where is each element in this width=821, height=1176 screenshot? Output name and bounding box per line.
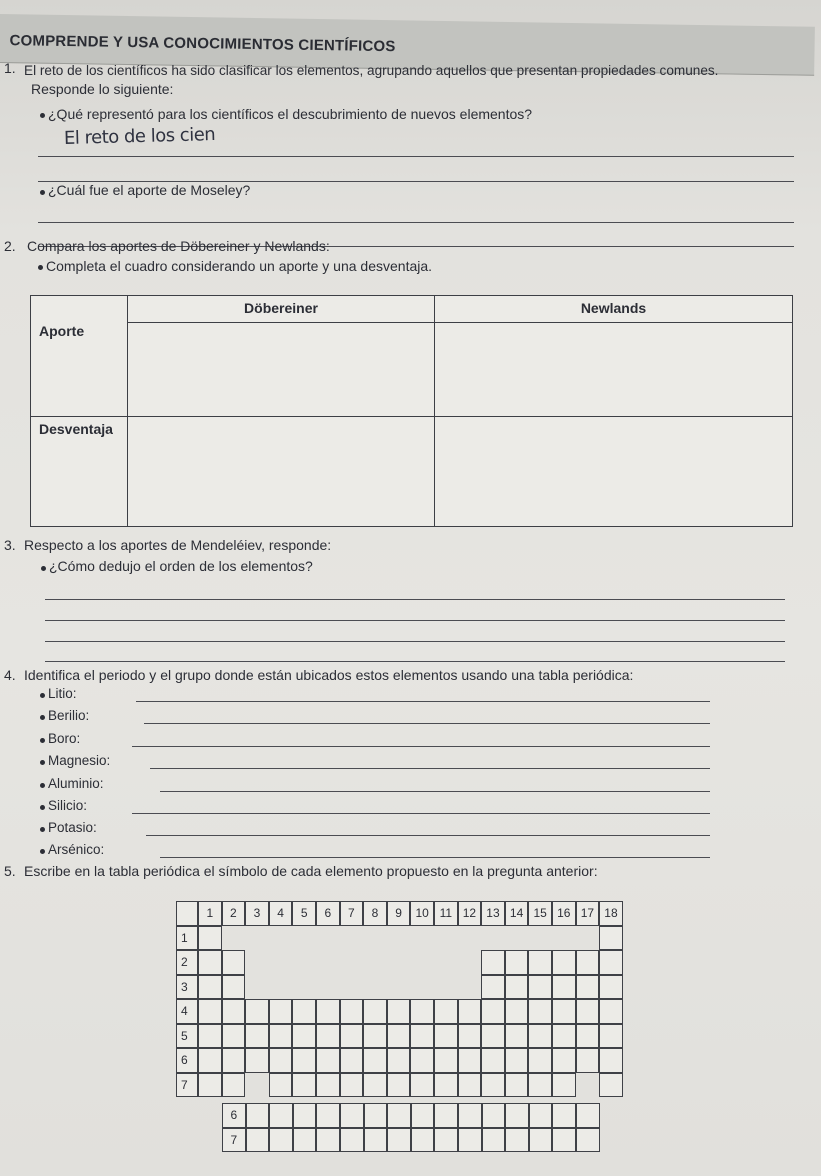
bullet-icon	[40, 113, 45, 118]
table-corner-cell	[31, 296, 128, 323]
row-header-desventaja: Desventaja	[31, 417, 128, 527]
q1-question-1: ¿Qué representó para los científicos el descubrimiento de nuevos elementos?	[48, 106, 533, 122]
q4-number: 4.	[4, 667, 16, 683]
bullet-icon	[40, 190, 45, 195]
element-cell[interactable]	[576, 975, 600, 1000]
element-cell[interactable]	[434, 1073, 458, 1098]
bullet-icon	[40, 827, 45, 832]
element-cell[interactable]	[528, 975, 552, 1000]
group-header: 10	[410, 901, 434, 926]
f-block-cell[interactable]	[411, 1128, 435, 1153]
element-cell[interactable]	[198, 999, 222, 1024]
q1-statement: El reto de los científicos ha sido clasificar los elementos, agrupando aquellos que presentan propiedades comunes.	[24, 63, 719, 78]
group-header: 1	[198, 901, 222, 926]
element-cell[interactable]	[387, 1024, 411, 1049]
f-block-cell[interactable]	[316, 1103, 340, 1128]
group-header: 2	[222, 901, 246, 926]
group-header: 6	[316, 901, 340, 926]
element-cell[interactable]	[292, 999, 316, 1024]
f-block-cell[interactable]	[387, 1128, 411, 1153]
f-block-period-label: 7	[222, 1128, 246, 1153]
element-cell[interactable]	[340, 1048, 364, 1073]
f-block-cell[interactable]	[529, 1128, 553, 1153]
answer-line[interactable]	[38, 156, 794, 157]
f-block-period-label: 6	[222, 1103, 246, 1128]
element-cell[interactable]	[222, 1048, 246, 1073]
element-cell[interactable]	[576, 1048, 600, 1073]
f-block-cell[interactable]	[293, 1128, 317, 1153]
element-cell[interactable]	[481, 1073, 505, 1098]
period-label: 5	[176, 1024, 198, 1049]
answer-line[interactable]	[45, 641, 785, 642]
element-label: Aluminio:	[48, 776, 104, 791]
element-label: Silicio:	[48, 798, 88, 813]
element-cell[interactable]	[599, 1048, 623, 1073]
f-block-cell[interactable]	[552, 1103, 576, 1128]
element-cell[interactable]	[505, 950, 529, 975]
element-cell[interactable]	[458, 1073, 482, 1098]
f-block-cell[interactable]	[316, 1128, 340, 1153]
f-block-cell[interactable]	[576, 1103, 600, 1128]
element-cell[interactable]	[363, 1024, 387, 1049]
element-label: Boro:	[48, 731, 81, 746]
f-block-cell[interactable]	[482, 1103, 506, 1128]
element-cell[interactable]	[552, 1048, 576, 1073]
answer-line[interactable]	[45, 599, 785, 600]
f-block-cell[interactable]	[458, 1103, 482, 1128]
bullet-icon	[40, 849, 45, 854]
element-cell[interactable]	[481, 1024, 505, 1049]
bullet-icon	[40, 693, 45, 698]
element-cell[interactable]	[576, 1024, 600, 1049]
element-cell[interactable]	[434, 1048, 458, 1073]
element-cell[interactable]	[198, 1073, 222, 1098]
f-block-cell[interactable]	[434, 1128, 458, 1153]
f-block-cell[interactable]	[505, 1103, 529, 1128]
element-label: Berilio:	[48, 708, 90, 723]
answer-line[interactable]	[38, 222, 794, 223]
aporte-dobereiner-cell[interactable]	[128, 323, 435, 417]
group-header: 4	[269, 901, 293, 926]
aporte-newlands-cell[interactable]	[435, 323, 793, 417]
element-cell[interactable]	[552, 950, 576, 975]
group-header: 5	[292, 901, 316, 926]
f-block-cell[interactable]	[505, 1128, 529, 1153]
element-cell[interactable]	[552, 999, 576, 1024]
element-cell[interactable]	[481, 1048, 505, 1073]
element-cell[interactable]	[222, 975, 246, 1000]
element-cell[interactable]	[363, 999, 387, 1024]
answer-line[interactable]	[132, 746, 710, 747]
element-cell[interactable]	[599, 926, 623, 951]
bullet-icon	[40, 715, 45, 720]
element-cell[interactable]	[528, 999, 552, 1024]
element-cell[interactable]	[269, 1048, 293, 1073]
element-cell[interactable]	[245, 1024, 269, 1049]
element-cell[interactable]	[552, 975, 576, 1000]
element-cell[interactable]	[458, 1048, 482, 1073]
bullet-icon	[40, 783, 45, 788]
f-block-cell[interactable]	[293, 1103, 317, 1128]
f-block-cell[interactable]	[387, 1103, 411, 1128]
q3-question: ¿Cómo dedujo el orden de los elementos?	[49, 558, 313, 574]
element-cell[interactable]	[222, 1073, 246, 1098]
element-cell[interactable]	[599, 1024, 623, 1049]
element-cell[interactable]	[505, 1024, 529, 1049]
row-header-aporte: Aporte	[31, 323, 128, 417]
group-header: 17	[576, 901, 600, 926]
element-cell[interactable]	[552, 1024, 576, 1049]
element-cell[interactable]	[434, 999, 458, 1024]
element-cell[interactable]	[410, 1024, 434, 1049]
handwritten-answer: El reto de los cien	[63, 124, 216, 149]
element-cell[interactable]	[576, 999, 600, 1024]
bullet-icon	[40, 805, 45, 810]
element-label: Litio:	[48, 686, 77, 701]
f-block-cell[interactable]	[269, 1103, 293, 1128]
element-cell[interactable]	[528, 1048, 552, 1073]
element-cell[interactable]	[481, 999, 505, 1024]
element-cell[interactable]	[387, 1073, 411, 1098]
q5-statement: Escribe en la tabla periódica el símbolo de cada elemento propuesto en la pregunta anterior:	[24, 863, 598, 879]
bullet-icon	[40, 738, 45, 743]
element-cell[interactable]	[505, 975, 529, 1000]
f-block-cell[interactable]	[364, 1103, 388, 1128]
f-block-cell[interactable]	[529, 1103, 553, 1128]
bullet-icon	[41, 566, 46, 571]
q3-number: 3.	[4, 537, 16, 553]
element-cell[interactable]	[576, 950, 600, 975]
f-block-cell[interactable]	[434, 1103, 458, 1128]
answer-line[interactable]	[146, 835, 710, 836]
q1-instruction: Responde lo siguiente:	[31, 81, 174, 97]
desventaja-dobereiner-cell[interactable]	[128, 417, 435, 527]
element-cell[interactable]	[599, 975, 623, 1000]
column-header-newlands: Newlands	[435, 296, 793, 323]
f-block-cell[interactable]	[576, 1128, 600, 1153]
element-cell[interactable]	[410, 1073, 434, 1098]
element-cell[interactable]	[340, 999, 364, 1024]
period-label: 7	[176, 1073, 198, 1098]
q1-number: 1.	[4, 60, 16, 76]
period-label: 6	[176, 1048, 198, 1073]
element-cell[interactable]	[528, 1073, 552, 1098]
element-cell[interactable]	[198, 1024, 222, 1049]
q2-instruction: Completa el cuadro considerando un aporte y una desventaja.	[46, 258, 433, 274]
answer-line[interactable]	[136, 701, 710, 702]
element-cell[interactable]	[269, 999, 293, 1024]
element-cell[interactable]	[363, 1073, 387, 1098]
group-header: 3	[245, 901, 269, 926]
f-block-cell[interactable]	[482, 1128, 506, 1153]
element-cell[interactable]	[316, 1048, 340, 1073]
element-cell[interactable]	[222, 999, 246, 1024]
element-cell[interactable]	[599, 1073, 623, 1098]
page-title: COMPRENDE Y USA CONOCIMIENTOS CIENTÍFICOS	[9, 32, 396, 56]
element-cell[interactable]	[198, 975, 222, 1000]
answer-line[interactable]	[160, 857, 710, 858]
element-cell[interactable]	[198, 1048, 222, 1073]
element-cell[interactable]	[528, 950, 552, 975]
element-label: Magnesio:	[48, 753, 111, 768]
answer-line[interactable]	[132, 813, 710, 814]
period-label: 4	[176, 999, 198, 1024]
element-cell[interactable]	[222, 950, 246, 975]
group-header: 9	[387, 901, 411, 926]
element-cell[interactable]	[245, 1048, 269, 1073]
group-header: 11	[434, 901, 458, 926]
period-label: 1	[176, 926, 198, 951]
element-cell[interactable]	[505, 999, 529, 1024]
answer-line[interactable]	[160, 791, 710, 792]
group-header: 18	[599, 901, 623, 926]
f-block-cell[interactable]	[246, 1128, 270, 1153]
f-block-cell[interactable]	[269, 1128, 293, 1153]
element-cell[interactable]	[316, 1024, 340, 1049]
q2-number: 2.	[4, 238, 16, 254]
element-cell[interactable]	[340, 1024, 364, 1049]
element-cell[interactable]	[292, 1073, 316, 1098]
element-cell[interactable]	[458, 999, 482, 1024]
element-cell[interactable]	[599, 950, 623, 975]
group-header: 12	[458, 901, 482, 926]
element-cell[interactable]	[316, 1073, 340, 1098]
f-block-cell[interactable]	[411, 1103, 435, 1128]
group-header: 13	[481, 901, 505, 926]
f-block-cell[interactable]	[458, 1128, 482, 1153]
element-cell[interactable]	[292, 1048, 316, 1073]
group-header: 15	[528, 901, 552, 926]
bullet-icon	[40, 760, 45, 765]
column-header-dobereiner: Döbereiner	[128, 296, 435, 323]
element-cell[interactable]	[269, 1024, 293, 1049]
element-cell[interactable]	[316, 999, 340, 1024]
element-cell[interactable]	[245, 999, 269, 1024]
element-cell[interactable]	[198, 926, 222, 951]
q5-number: 5.	[4, 863, 16, 879]
f-block-cell[interactable]	[364, 1128, 388, 1153]
element-cell[interactable]	[410, 999, 434, 1024]
element-cell[interactable]	[363, 1048, 387, 1073]
element-cell[interactable]	[481, 950, 505, 975]
group-header: 7	[340, 901, 364, 926]
desventaja-newlands-cell[interactable]	[435, 417, 793, 527]
f-block-cell[interactable]	[246, 1103, 270, 1128]
answer-line[interactable]	[150, 768, 710, 769]
element-cell[interactable]	[387, 999, 411, 1024]
f-block-cell[interactable]	[340, 1103, 364, 1128]
q2-statement: Compara los aportes de Döbereiner y Newlands:	[27, 238, 330, 254]
f-block-cell[interactable]	[340, 1128, 364, 1153]
element-cell[interactable]	[387, 1048, 411, 1073]
element-cell[interactable]	[198, 950, 222, 975]
element-cell[interactable]	[340, 1073, 364, 1098]
element-cell[interactable]	[505, 1073, 529, 1098]
period-label: 3	[176, 975, 198, 1000]
element-cell[interactable]	[599, 999, 623, 1024]
element-cell[interactable]	[292, 1024, 316, 1049]
element-cell[interactable]	[410, 1048, 434, 1073]
answer-line[interactable]	[45, 661, 785, 662]
element-cell[interactable]	[458, 1024, 482, 1049]
group-header: 16	[552, 901, 576, 926]
f-block-cell[interactable]	[552, 1128, 576, 1153]
comparison-table	[30, 295, 793, 527]
period-label: 2	[176, 950, 198, 975]
q1-question-2: ¿Cuál fue el aporte de Moseley?	[48, 182, 251, 198]
element-cell[interactable]	[552, 1073, 576, 1098]
element-label: Potasio:	[48, 820, 97, 835]
bullet-icon	[38, 265, 43, 270]
answer-line[interactable]	[45, 620, 785, 621]
group-header: 8	[363, 901, 387, 926]
element-cell[interactable]	[528, 1024, 552, 1049]
element-cell[interactable]	[505, 1048, 529, 1073]
grid-corner-cell	[176, 901, 198, 926]
element-cell[interactable]	[481, 975, 505, 1000]
q4-statement: Identifica el periodo y el grupo donde están ubicados estos elementos usando una tabla periódica:	[24, 667, 634, 683]
group-header: 14	[505, 901, 529, 926]
answer-line[interactable]	[144, 723, 710, 724]
element-cell[interactable]	[269, 1073, 293, 1098]
element-cell[interactable]	[222, 1024, 246, 1049]
element-cell[interactable]	[434, 1024, 458, 1049]
element-label: Arsénico:	[48, 842, 105, 857]
q3-statement: Respecto a los aportes de Mendeléiev, responde:	[24, 537, 332, 553]
